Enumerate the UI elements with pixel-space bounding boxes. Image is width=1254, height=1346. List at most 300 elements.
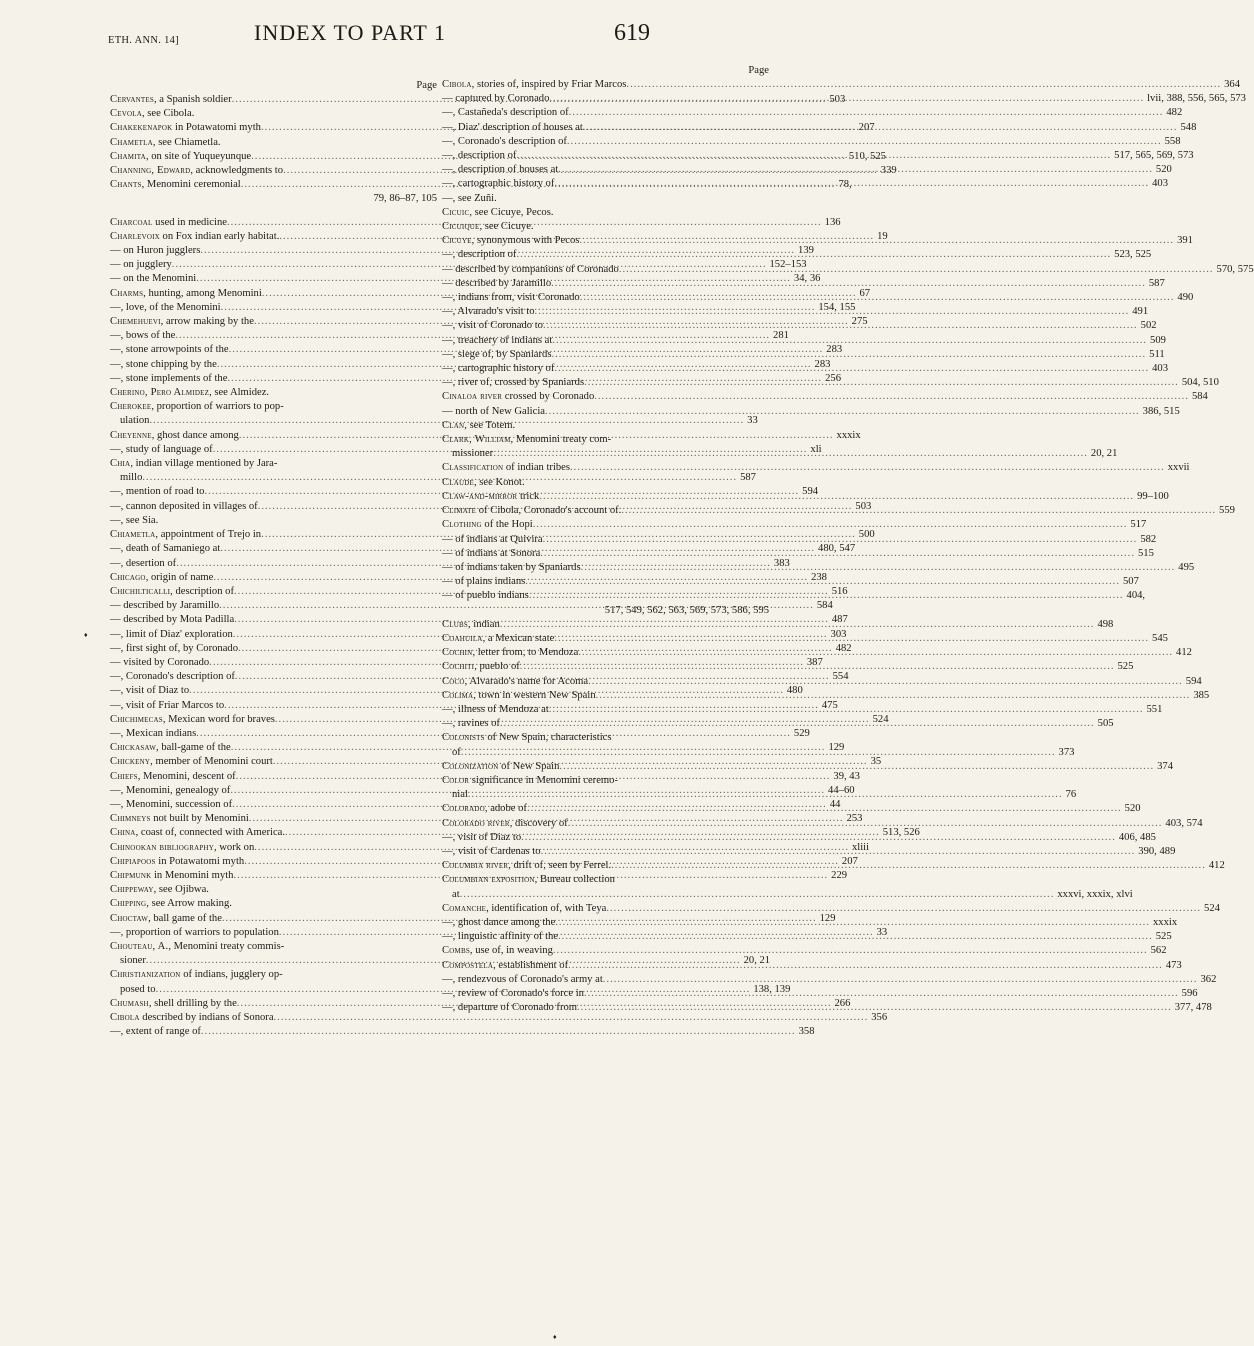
entry-page-ref: 525 xyxy=(1155,931,1172,943)
entry-text xyxy=(110,670,235,684)
entry-text xyxy=(442,390,594,404)
entry-subject: , ball-game of the xyxy=(156,742,231,754)
entry-heading: Charcoal xyxy=(110,216,153,228)
entry-page-ref: 281 xyxy=(773,330,789,342)
entry-page-ref: xxvii xyxy=(1167,462,1190,474)
entry-heading: Compostela xyxy=(442,959,494,971)
entry-text xyxy=(442,78,626,92)
dot-leader xyxy=(543,319,1138,333)
dot-leader xyxy=(594,390,1189,404)
entry-page-ref: 283 xyxy=(826,344,843,356)
entry-subject: , Menomini, descent of xyxy=(137,770,236,782)
dot-leader xyxy=(540,547,1135,561)
entry-subject: — visited by Coronado xyxy=(110,656,210,668)
entry-page-ref: 238 xyxy=(811,571,827,583)
entry-subject: —, review of Coronado's force in xyxy=(442,988,584,999)
index-entry xyxy=(442,390,1208,404)
entry-subject: in Menomini myth xyxy=(151,869,234,881)
entry-heading: Chinookan bibliography xyxy=(110,841,214,853)
entry-text xyxy=(442,277,551,291)
entry-subject: —, linguistic affinity of the xyxy=(442,931,559,943)
entry-text xyxy=(110,443,213,457)
entry-subject: —, description of xyxy=(442,150,517,162)
entry-page-ref: 44–60 xyxy=(828,784,855,796)
page-column-label: Page xyxy=(416,80,437,91)
entry-subject: , indian xyxy=(467,618,500,630)
index-entry xyxy=(110,136,437,150)
entry-page-ref: 373 xyxy=(1058,746,1075,758)
entry-text xyxy=(110,585,234,599)
entry-heading: Color xyxy=(442,774,470,786)
entry-subject: —, bows of the xyxy=(110,330,176,342)
dot-leader xyxy=(569,106,1164,120)
entry-text xyxy=(442,248,516,262)
index-entry xyxy=(110,883,437,897)
dot-leader xyxy=(579,234,1174,248)
entry-subject: , see Cicuye, Pecos. xyxy=(469,206,554,218)
entry-text xyxy=(442,632,554,646)
dot-leader xyxy=(567,135,1162,149)
entry-page-ref: 529 xyxy=(793,727,810,739)
dot-leader xyxy=(580,291,1175,305)
entry-text xyxy=(442,362,554,376)
entry-heading: Choctaw xyxy=(110,912,149,924)
entry-text xyxy=(110,968,283,982)
entry-text xyxy=(110,150,251,164)
entry-page-ref: 383 xyxy=(773,557,790,569)
dot-leader xyxy=(588,675,1183,689)
entry-text xyxy=(110,429,239,443)
entry-subject: —, see Zuñi. xyxy=(442,192,497,204)
entry-page-ref: 582 xyxy=(1140,533,1157,545)
entry-subject: of the Hopi xyxy=(481,519,533,531)
entry-subject: , shell drilling by the xyxy=(148,997,237,1009)
entry-text xyxy=(110,869,233,883)
entry-text xyxy=(110,784,230,798)
dot-leader xyxy=(551,348,1146,362)
entry-subject: , use of, in weaving xyxy=(469,945,553,957)
entry-page-ref: 594 xyxy=(802,486,819,498)
entry-heading: Coahuila xyxy=(442,632,483,644)
entry-subject: —, Coronado's description of xyxy=(442,135,567,147)
entry-page-ref: 385 xyxy=(1193,689,1210,701)
entry-page-ref: 136 xyxy=(824,216,841,228)
entry-page-ref: 39, 43 xyxy=(833,770,860,782)
entry-text xyxy=(110,329,175,343)
entry-page-ref-continued: 79, 86–87, 105 xyxy=(373,193,437,205)
entry-subject: —, stone implements of the xyxy=(110,372,228,384)
entry-page-ref: 505 xyxy=(1097,718,1114,730)
index-entry xyxy=(442,973,1217,987)
entry-text xyxy=(110,741,231,755)
entry-page-ref: 511 xyxy=(1149,348,1165,360)
entry-heading: Climate xyxy=(442,505,477,517)
entry-heading: Coco xyxy=(442,675,465,687)
entry-subject: —, ghost dance among the xyxy=(442,916,556,928)
entry-text xyxy=(442,703,549,717)
entry-heading: Chia xyxy=(110,458,131,470)
entry-page-ref: 587 xyxy=(740,472,756,484)
entry-subject: — of indians taken by Spaniards xyxy=(442,561,581,573)
entry-text xyxy=(442,490,539,504)
dot-leader xyxy=(500,717,1095,731)
entry-subject: —, first sight of, by Coronado xyxy=(110,642,238,654)
entry-page-ref: xxxix xyxy=(836,429,861,441)
entry-heading: Chichilticalli xyxy=(110,585,171,597)
dot-leader xyxy=(558,930,1153,944)
entry-heading: Chickasaw xyxy=(110,742,157,754)
entry-subject: —, Diaz' description of houses at xyxy=(442,121,583,133)
entry-subject: , a Spanish soldier xyxy=(153,94,232,105)
entry-subject: — on the Menomini xyxy=(110,273,197,285)
entry-page-ref: 524 xyxy=(1204,902,1220,914)
entry-page-ref: 76 xyxy=(1065,789,1077,801)
entry-text-continued: posed to xyxy=(120,983,156,995)
entry-page-ref: 229 xyxy=(831,869,848,881)
entry-page-ref: 44 xyxy=(829,798,841,810)
entry-page-ref: 503 xyxy=(855,500,872,512)
entry-text xyxy=(110,372,227,386)
dot-leader xyxy=(545,405,1140,419)
entry-page-ref: 558 xyxy=(1164,135,1181,147)
entry-page-ref: 584 xyxy=(1191,391,1208,403)
entry-subject: —, mention of road to xyxy=(110,486,205,498)
dot-leader xyxy=(581,561,1176,575)
index-entry xyxy=(442,902,1220,916)
entry-page-ref: 480, 547 xyxy=(818,543,856,555)
dot-leader xyxy=(558,163,1153,177)
dot-leader xyxy=(520,660,1115,674)
entry-text xyxy=(110,755,273,769)
entry-subject: , letter from, to Mendoza xyxy=(472,647,579,659)
entry-page-ref: 487 xyxy=(831,614,848,626)
entry-subject: —, visit of Diaz to xyxy=(110,685,190,697)
entry-page-ref: 374 xyxy=(1157,760,1174,772)
entry-text xyxy=(110,121,261,135)
page-column-label: Page xyxy=(748,65,769,76)
entry-page-ref: 525 xyxy=(1117,661,1134,673)
entry-text xyxy=(442,291,580,305)
entry-subject: , identification of, with Teya xyxy=(486,902,607,914)
entry-subject: , Menomini ceremonial xyxy=(141,179,241,191)
entry-page-ref: 67 xyxy=(859,287,871,299)
index-entry xyxy=(442,944,1167,958)
entry-subject: of indians, jugglery op- xyxy=(180,969,283,981)
entry-subject: , Bureau collection xyxy=(534,874,615,886)
entry-text xyxy=(110,301,221,315)
entry-page-ref: 473 xyxy=(1165,959,1182,971)
entry-subject: —, Menomini, genealogy of xyxy=(110,784,231,796)
entry-subject: — north of New Galicia xyxy=(442,405,545,417)
entry-heading: Chametla xyxy=(110,136,153,148)
entry-subject: —, see Sia. xyxy=(110,514,159,526)
index-entry xyxy=(442,192,769,206)
entry-page-ref: 129 xyxy=(828,742,845,754)
entry-page-ref: 503 xyxy=(829,94,846,105)
entry-page-ref: 356 xyxy=(871,1012,888,1023)
entry-page-ref: 404, xyxy=(1126,590,1146,602)
entry-subject: —, departure of Coronado from xyxy=(442,1002,578,1014)
entry-subject: — described by Jaramillo xyxy=(110,600,220,612)
dot-leader xyxy=(549,92,1144,106)
entry-text xyxy=(110,940,284,954)
entry-text xyxy=(442,959,568,973)
index-entry xyxy=(110,386,437,400)
entry-text-continued: sioner xyxy=(120,955,146,967)
entry-subject: of New Spain xyxy=(498,760,560,772)
entry-subject: described by indians of Sonora xyxy=(139,1012,274,1023)
entry-subject: —, visit of Cardenas to xyxy=(442,845,541,857)
entry-subject: , acknowledgments to xyxy=(190,165,284,177)
entry-subject: , pueblo of xyxy=(474,661,520,673)
entry-subject: , stories of, inspired by Friar Marcos xyxy=(471,79,627,90)
entry-page-ref: 480 xyxy=(786,685,803,697)
entry-text xyxy=(442,461,570,475)
entry-page-ref: 491 xyxy=(1132,306,1149,318)
entry-subject: —, desertion of xyxy=(110,557,177,569)
entry-subject: —, siege of, by Spaniards xyxy=(442,348,552,360)
entry-text xyxy=(110,1011,274,1025)
entry-page-ref: 20, 21 xyxy=(1090,448,1118,460)
entry-text xyxy=(442,504,621,518)
entry-page-ref: 138, 139 xyxy=(753,983,791,995)
entry-heading: Chakekenapok xyxy=(110,122,173,134)
entry-text xyxy=(110,136,221,150)
entry-text xyxy=(442,405,545,419)
entry-subject: crossed by Coronado xyxy=(502,391,595,403)
entry-heading: Chicago xyxy=(110,571,146,583)
entry-text xyxy=(110,216,227,230)
entry-heading: Cicuique xyxy=(442,221,480,233)
entry-page-ref: 517, 565, 569, 573 xyxy=(1114,150,1194,162)
entry-page-ref: 154, 155 xyxy=(818,301,856,313)
entry-text-continued: of xyxy=(452,746,461,758)
entry-text-continued: at xyxy=(452,888,460,900)
entry-heading: Combs xyxy=(442,945,470,957)
entry-subject: —, Alvarado's visit to xyxy=(442,306,535,318)
entry-text xyxy=(442,263,619,277)
entry-page-ref: 377, 478 xyxy=(1174,1002,1212,1014)
entry-heading: Chamita xyxy=(110,150,146,162)
entry-text-continued: missioner xyxy=(452,448,494,460)
entry-page-ref: 35 xyxy=(870,756,882,768)
entry-text xyxy=(110,770,236,784)
entry-subject: in Potawatomi myth xyxy=(155,855,245,867)
dot-leader xyxy=(619,263,1214,277)
entry-heading: Charlevoix xyxy=(110,230,160,242)
entry-heading: Cochiti xyxy=(442,661,475,673)
entry-heading: Christianization xyxy=(110,969,181,981)
entry-text xyxy=(442,859,611,873)
index-entry xyxy=(442,518,1147,532)
entry-text xyxy=(442,675,588,689)
entry-subject: , establishment of xyxy=(493,959,569,971)
entry-subject: , description of xyxy=(170,585,234,597)
entry-subject: —, rendezvous of Coronado's army at xyxy=(442,973,603,985)
entry-page-ref: 207 xyxy=(841,855,858,867)
entry-subject: trick xyxy=(517,490,540,502)
entry-text xyxy=(442,1001,577,1015)
entry-text xyxy=(110,500,258,514)
entry-heading: Colonization xyxy=(442,760,499,772)
index-entry xyxy=(110,514,437,528)
entry-text xyxy=(442,575,525,589)
entry-heading: Chipping xyxy=(110,898,147,910)
entry-subject: , proportion of warriors to pop- xyxy=(151,401,284,413)
entry-page-ref: 517 xyxy=(1130,519,1147,531)
entry-heading: Comanche xyxy=(442,902,487,914)
dot-leader xyxy=(568,817,1163,831)
entry-heading: Channing, Edward xyxy=(110,165,191,177)
entry-text xyxy=(110,287,262,301)
entry-subject: , synonymous with Pecos xyxy=(471,235,580,247)
entry-subject: , work on xyxy=(213,841,255,853)
dot-leader xyxy=(570,461,1165,475)
entry-text xyxy=(442,589,529,603)
entry-page-ref: 253 xyxy=(846,813,863,825)
dot-leader xyxy=(578,646,1173,660)
entry-text xyxy=(442,845,541,859)
entry-subject: , indian village mentioned by Jara- xyxy=(130,458,278,470)
entry-page-ref: 256 xyxy=(825,372,841,384)
entry-text xyxy=(110,178,241,192)
entry-subject: , hunting, among Menomini xyxy=(143,287,262,299)
entry-page-ref: 403 xyxy=(1152,178,1168,190)
entry-text xyxy=(442,476,525,490)
entry-subject: , appointment of Trejo in xyxy=(155,529,262,541)
entry-subject: —, illness of Mendoza at xyxy=(442,703,549,715)
entry-text xyxy=(442,348,551,362)
entry-subject: , see Konot. xyxy=(473,476,525,488)
entry-heading: Clan xyxy=(442,419,465,431)
entry-page-ref: 551 xyxy=(1146,703,1163,715)
entry-page-ref: 520 xyxy=(1124,803,1141,815)
entry-text xyxy=(110,642,238,656)
entry-text xyxy=(442,944,553,958)
entry-page-ref: 283 xyxy=(814,358,831,370)
entry-page-ref: 33 xyxy=(747,415,758,427)
entry-page-ref: 523, 525 xyxy=(1114,249,1152,261)
entry-subject: —, visit of Friar Marcos to xyxy=(110,699,225,711)
entry-text-continued: ulation xyxy=(120,415,150,427)
entry-subject: —, Mexican indians xyxy=(110,727,197,739)
entry-heading: Cervantes xyxy=(110,94,154,105)
dot-leader xyxy=(552,334,1147,348)
dot-leader xyxy=(621,504,1216,518)
entry-text xyxy=(110,812,249,826)
dot-leader xyxy=(541,845,1136,859)
entry-heading: Chumash xyxy=(110,997,149,1009)
dot-leader xyxy=(554,362,1149,376)
entry-text xyxy=(110,713,275,727)
entry-page-ref: 548 xyxy=(1180,121,1197,133)
index-entry xyxy=(442,220,769,234)
entry-page-ref: 516 xyxy=(831,585,848,597)
dot-leader xyxy=(460,888,1055,902)
entry-text xyxy=(110,727,196,741)
entry-page-ref: xxxvi, xxxix, xlvi xyxy=(1057,888,1133,900)
entry-text xyxy=(110,358,217,372)
entry-text xyxy=(110,628,233,642)
entry-subject: , town in western New Spain xyxy=(473,689,596,701)
entry-page-ref: 515 xyxy=(1137,547,1154,559)
entry-page-ref: 19 xyxy=(877,230,888,242)
entry-page-ref: 559 xyxy=(1219,505,1235,517)
entry-page-ref: 78, xyxy=(838,179,852,191)
entry-subject: , see Arrow making. xyxy=(146,898,232,910)
entry-page-ref: 152–153 xyxy=(769,259,807,271)
entry-text xyxy=(110,571,213,585)
entry-page-ref: 596 xyxy=(1181,988,1198,999)
entry-subject: —, stone chipping by the xyxy=(110,358,217,370)
entry-text xyxy=(110,93,232,107)
entry-text xyxy=(110,386,269,400)
entry-text xyxy=(110,997,237,1011)
entry-page-ref: xliii xyxy=(851,841,870,853)
entry-heading: Charms xyxy=(110,287,144,299)
entry-text xyxy=(110,883,209,897)
entry-heading: Cicuye xyxy=(442,235,472,247)
entry-page-ref: 207 xyxy=(858,122,875,134)
entry-page-ref: 562 xyxy=(1150,945,1167,957)
entry-text xyxy=(442,206,553,220)
dot-leader xyxy=(549,703,1144,717)
entry-heading: Colorado river xyxy=(442,817,510,829)
entry-subject: not built by Menomini xyxy=(150,813,249,825)
entry-heading: Cicuic xyxy=(442,206,470,218)
entry-heading: Chiefs xyxy=(110,770,138,782)
entry-page-ref: 475 xyxy=(821,699,838,711)
entry-subject: —, description of xyxy=(442,249,517,261)
entry-subject: —, extent of range of xyxy=(110,1026,201,1038)
entry-text xyxy=(442,561,581,575)
dot-leader xyxy=(603,973,1198,987)
entry-text xyxy=(442,177,554,191)
page-number: 619 xyxy=(614,20,650,46)
entry-subject: — of pueblo indians xyxy=(442,590,529,602)
entry-text xyxy=(442,547,540,561)
entry-page-ref: 594 xyxy=(1185,675,1202,687)
entry-page-ref: 391 xyxy=(1177,235,1193,247)
dot-leader xyxy=(555,916,1150,930)
entry-subject: , on site of Yuqueyunque xyxy=(145,150,252,162)
entry-subject: —, Castañeda's description of xyxy=(442,107,569,119)
entry-heading: Colorado xyxy=(442,803,485,815)
dot-leader xyxy=(500,618,1095,632)
entry-subject: , see Almidez. xyxy=(209,387,270,399)
entry-page-ref: 554 xyxy=(832,671,849,683)
entry-text xyxy=(442,646,578,660)
dot-leader xyxy=(551,277,1146,291)
entry-heading: Chants xyxy=(110,179,142,191)
entry-subject: , see Chiametla. xyxy=(152,136,221,148)
entry-heading: Claw-and-mirror xyxy=(442,490,518,502)
entry-subject: — described by Mota Padilla xyxy=(110,614,235,626)
entry-heading: Cherokee xyxy=(110,401,152,413)
entry-heading: Colonists xyxy=(442,732,485,744)
entry-page-ref: 513, 526 xyxy=(882,827,920,839)
dot-leader xyxy=(527,802,1122,816)
entry-text xyxy=(442,760,559,774)
dot-leader xyxy=(525,575,1120,589)
entry-subject: , a Mexican state xyxy=(482,632,555,644)
entry-text xyxy=(442,234,579,248)
dot-leader xyxy=(533,518,1128,532)
entry-subject: , origin of name xyxy=(145,571,214,583)
dot-leader xyxy=(554,177,1149,191)
entry-text xyxy=(442,973,603,987)
entry-text xyxy=(110,557,176,571)
